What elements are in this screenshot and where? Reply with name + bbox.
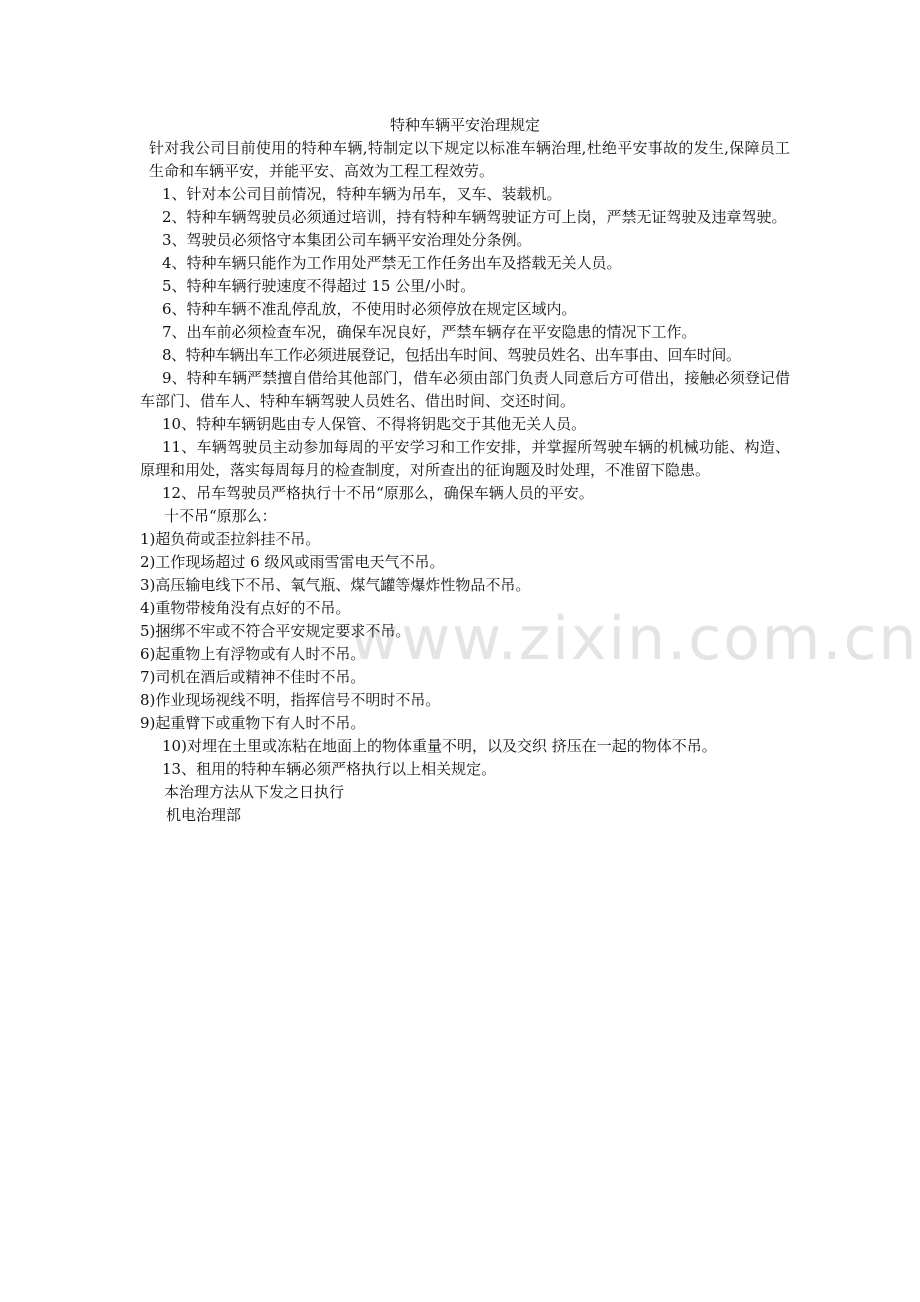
- rule-7: 7)司机在酒后或精神不佳时不吊。: [140, 668, 366, 686]
- item-6: 6、特种车辆不准乱停乱放，不使用时必须停放在规定区域内。: [162, 300, 577, 318]
- item-10: 10、特种车辆钥匙由专人保管、不得将钥匙交于其他无关人员。: [162, 415, 587, 433]
- rule-2: 2)工作现场超过 6 级风或雨雪雷电天气不吊。: [140, 553, 445, 571]
- intro-paragraph: 针对我公司目前使用的特种车辆,特制定以下规定以标准车辆治理,杜绝平安事故的发生,保障员工生命和车辆平安，并能平安、高效为工程工程效劳。: [149, 139, 790, 180]
- item-8: 8、特种车辆出车工作必须进展登记，包括出车时间、驾驶员姓名、出车事由、回车时间。: [162, 346, 741, 364]
- item-2: 2、特种车辆驾驶员必须通过培训，持有特种车辆驾驶证方可上岗，严禁无证驾驶及违章驾驶。: [162, 208, 787, 226]
- item-11: 11、车辆驾驶员主动参加每周的平安学习和工作安排，并掌握所驾驶车辆的机械功能、构造、原理和用处，落实每周每月的检查制度，对所查出的征询题及时处理，不准留下隐患。: [140, 438, 790, 479]
- watermark-text: www.zixin.com.cn: [350, 604, 919, 674]
- signature-department: 机电治理部: [166, 806, 242, 824]
- rule-10: 10)对埋在土里或冻粘在地面上的物体重量不明，以及交织 挤压在一起的物体不吊。: [162, 737, 717, 755]
- item-5: 5、特种车辆行驶速度不得超过 15 公里/小时。: [162, 277, 476, 295]
- rule-8: 8)作业现场视线不明，指挥信号不明时不吊。: [140, 691, 441, 709]
- document-page: [140, 114, 790, 827]
- item-3: 3、驾驶员必须恪守本集团公司车辆平安治理处分条例。: [162, 231, 532, 249]
- rule-5: 5)捆绑不牢或不符合平安规定要求不吊。: [140, 622, 411, 640]
- rules-heading: 十不吊“原那么：: [164, 507, 277, 525]
- item-9: 9、特种车辆严禁擅自借给其他部门，借车必须由部门负责人同意后方可借出，接触必须登记借车部门、借车人、特种车辆驾驶人员姓名、借出时间、交还时间。: [140, 369, 790, 410]
- rule-1: 1)超负荷或歪拉斜挂不吊。: [140, 530, 321, 548]
- rule-4: 4)重物带棱角没有点好的不吊。: [140, 599, 351, 617]
- closing-line: 本治理方法从下发之日执行: [164, 783, 345, 801]
- item-1: 1、针对本公司目前情况，特种车辆为吊车，叉车、装载机。: [162, 185, 562, 203]
- rule-3: 3)高压输电线下不吊、氧气瓶、煤气罐等爆炸性物品不吊。: [140, 576, 531, 594]
- rule-6: 6)起重物上有浮物或有人时不吊。: [140, 645, 366, 663]
- item-13: 13、租用的特种车辆必须严格执行以上相关规定。: [162, 760, 497, 778]
- rule-9: 9)起重臂下或重物下有人时不吊。: [140, 714, 366, 732]
- item-12: 12、吊车驾驶员严格执行十不吊“原那么，确保车辆人员的平安。: [162, 484, 594, 502]
- document-title: 特种车辆平安治理规定: [389, 116, 540, 134]
- item-7: 7、出车前必须检查车况，确保车况良好，严禁车辆存在平安隐患的情况下工作。: [162, 323, 697, 341]
- item-4: 4、特种车辆只能作为工作用处严禁无工作任务出车及搭载无关人员。: [162, 254, 622, 272]
